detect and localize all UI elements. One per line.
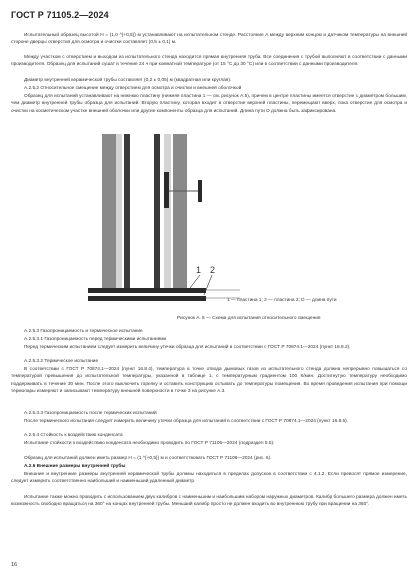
test-setup-figure — [80, 130, 330, 315]
callout-2: 2 — [210, 265, 216, 275]
bottom-plate-2 — [88, 296, 206, 301]
body-paragraph: А.2.5.3.1 Газопроницаемость перед термическими испытаниями — [24, 337, 167, 342]
page-number: 16 — [11, 562, 18, 568]
intro-paragraph: Между участком с отверстием и выходом из испытательного стенда находится прямая внутренняя труба. Все соединения с трубой выполняют в соответствии с данными производителя. Образец для испытаний сушат в течение 24 ч при комнатной температуре (от 15 °С до 30 °С) или в соответствии с данными производителя. — [11, 55, 407, 68]
body-paragraph: Образец для испытаний должен иметь размер H = (1 ^{+0,5}) м и соответствовать ГОСТ Р 71106—2024 (рис. 6). — [24, 456, 272, 461]
outer-wall-left — [102, 134, 116, 288]
body-paragraph: В соответствии с ГОСТ Р 70874.1—2024 (пункт 16.8.4), температура в точке отвода дымовых газов из испытательного стенда должна непрерывно повышаться со температурой превышения до испытательной температуры, указанной в таблице 1, с температурным градиентом 100 К/мин. Достигнутую температуру необходимо поддерживать в течение 30 мин. После этого выключить горелку и оставить конструкцию остывать до температуры помещения. Во время проведения испытания при помощи термопары измеряют и записывают температуру внешней поверхности в точке 3 на рисунке А.3. — [11, 367, 407, 394]
figure-legend: 1 — пластина 1; 2 — пластина 2; D — длина пути — [227, 298, 337, 303]
flue-liner-right — [154, 134, 160, 288]
body-paragraph: Внешние и внутренние размеры внутренней керамической трубы должны находиться в пределах допусков в соответствии с 4.1.2. Если превосят прямое измерение, следует измерить соответственно наибольший и наименьший удаленный диаметр. — [11, 472, 407, 485]
flue-liner-left — [124, 134, 130, 288]
callout-leader — [190, 275, 200, 288]
body-paragraph: А.2.5.3 Газопроницаемость и термическое испытание — [24, 329, 143, 334]
body-paragraph: Испытание также можно проводить с использованием двух калибров с наименьшим и наибольшим набором наружных диаметров. Калибр большего размера должен иметь возможность свободно вращаться на 360° на концах внутренней трубы. Меньший калибр просто не должен входить во внутреннюю трубу при вращении на 360°. — [11, 495, 407, 508]
intro-paragraph: А.2.5.2 Относительное смещение между отверстием для осмотра и очистки и внешней оболочкой — [24, 86, 242, 91]
body-paragraph: После термического испытания следует измерить величину утечки образца для испытаний в соответствии с ГОСТ Р 70874.1—2024 (пункт 16.8.5). — [24, 419, 349, 424]
body-paragraph: А.2.5.4 Стойкость к воздействию конденсата — [24, 433, 123, 438]
intro-paragraph: Образец для испытаний устанавливают на нижнюю пластину (нижняя пластина 1 — см. рисунок А.5), причем в центре пластины имеется отверстие с диаметром большим, чем диаметр внутренней трубы образца для испытаний. Вторую пластину, которая входит в отверстие верхней пластины, перемещают вверх, пока отверстие для осмотра и очистки на косметическом участке внешней оболочки или другие компоненты образца для испытаний. Длина пути D должна быть зафиксирована. — [11, 94, 407, 114]
section-heading: А.2.6 Внешние размеры внутренней трубы — [24, 464, 126, 469]
cleaning-door-lid — [198, 180, 202, 202]
bottom-plate-1 — [88, 288, 206, 293]
body-paragraph: А.2.5.3.3 Газопроницаемость после термических испытаний — [24, 411, 157, 416]
page-header: ГОСТ Р 71105.2—2024 — [11, 10, 109, 20]
outer-wall-right — [173, 134, 187, 288]
body-paragraph: Перед термическим испытанием следует измерить величину утечки образца для испытаний в соответствии с ГОСТ Р 70874.1—2024 (пункт 16.8.2). — [24, 345, 351, 350]
inner-wall-right — [164, 134, 171, 288]
intro-paragraph: Диаметр внутренней керамической трубы составляет (0,2 ± 0,05) м (квадратная или круглая). — [24, 78, 232, 83]
cleaning-door-frame — [164, 172, 169, 208]
body-paragraph: Испытание стойкости к воздействию конденсата необходимо проводить по ГОСТ Р 71106—2024 (подраздел 5.5). — [24, 441, 275, 446]
intro-paragraph: Испытательный образец высотой H = (1,0 ^{+0,5}) м устанавливают на испытательном стенде. Расстояние A между верхним концом и датчиком температуры на внешней стороне дверцы отверстия для осмотра и очистки составляет (0,5 ± 0,1) м. — [11, 33, 407, 46]
callout-1: 1 — [196, 265, 202, 275]
callout-leader — [204, 275, 212, 295]
figure-caption: Рисунок А. 5 — Схема для испытания относительного смещения — [177, 316, 321, 321]
body-paragraph: А.2.5.3.2 Термическое испытание — [24, 359, 99, 364]
inner-wall-left — [116, 134, 122, 288]
